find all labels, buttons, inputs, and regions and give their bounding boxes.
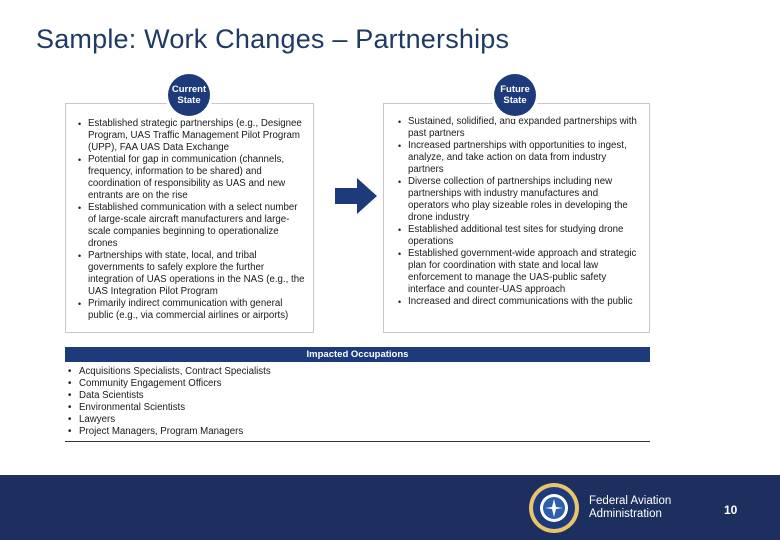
section-divider (65, 441, 650, 442)
current-state-item: • Partnerships with state, local, and tribal governments to safely explore the further integration of UAS operations in the NAS (e.g., the UAS Integration Pilot Program (76, 250, 305, 298)
current-state-item: • Established strategic partnerships (e.g., Designee Program, UAS Traffic Management Pilot Program (UPP), FAA UAS Data Exchange (76, 118, 305, 154)
occupation-item: • Environmental Scientists (65, 402, 271, 414)
future-state-list (384, 104, 649, 308)
agency-name (589, 495, 671, 521)
current-state-badge-line1: Current (171, 84, 207, 95)
future-state-item: • Diverse collection of partnerships including new partnerships with industry manufactures and operators who play sizeable roles in developing the drone industry (396, 176, 641, 224)
future-state-badge-line1: Future (500, 84, 530, 95)
future-state-item: • Sustained, solidified, and expanded partnerships with past partners (396, 116, 641, 140)
impacted-occupations-list (65, 366, 271, 438)
future-state-item: • Established additional test sites for studying drone operations (396, 224, 641, 248)
future-state-badge-line2: State (503, 95, 527, 106)
slide-title: Sample: Work Changes – Partnerships (36, 24, 510, 54)
future-state-item: • Established government-wide approach and strategic plan for coordination with state and local law enforcement to manage the UAS-public safety interface and counter-UAS approach (396, 248, 641, 296)
occupation-item: • Lawyers (65, 414, 271, 426)
agency-name-line2: Administration (589, 508, 662, 520)
occupation-item: • Data Scientists (65, 390, 271, 402)
occupation-item: • Project Managers, Program Managers (65, 426, 271, 438)
impacted-occupations-header: Impacted Occupations (65, 347, 650, 362)
current-state-item: • Established communication with a select number of large-scale aircraft manufacturers and large-scale companies beginning to operationalize drones (76, 202, 305, 250)
future-state-panel (383, 103, 650, 333)
future-state-badge (494, 74, 536, 116)
current-state-item: • Potential for gap in communication (channels, frequency, information to be shared) and coordination of responsibility as UAS and new entrants are on the rise (76, 154, 305, 202)
current-state-badge-line2: State (177, 95, 201, 106)
current-state-panel (65, 103, 314, 333)
current-state-badge (168, 74, 210, 116)
future-state-item: • Increased and direct communications with the public (396, 296, 641, 308)
occupation-item: • Community Engagement Officers (65, 378, 271, 390)
right-arrow-icon (335, 178, 377, 214)
faa-seal-icon (528, 482, 580, 534)
future-state-item: • Increased partnerships with opportunities to ingest, analyze, and take action on data from industry partners (396, 140, 641, 176)
agency-name-line1: Federal Aviation (589, 495, 672, 507)
current-state-list (66, 104, 313, 322)
occupation-item: • Acquisitions Specialists, Contract Specialists (65, 366, 271, 378)
page-number: 10 (724, 503, 738, 517)
current-state-item: • Primarily indirect communication with general public (e.g., via commercial airlines or airports) (76, 298, 305, 322)
